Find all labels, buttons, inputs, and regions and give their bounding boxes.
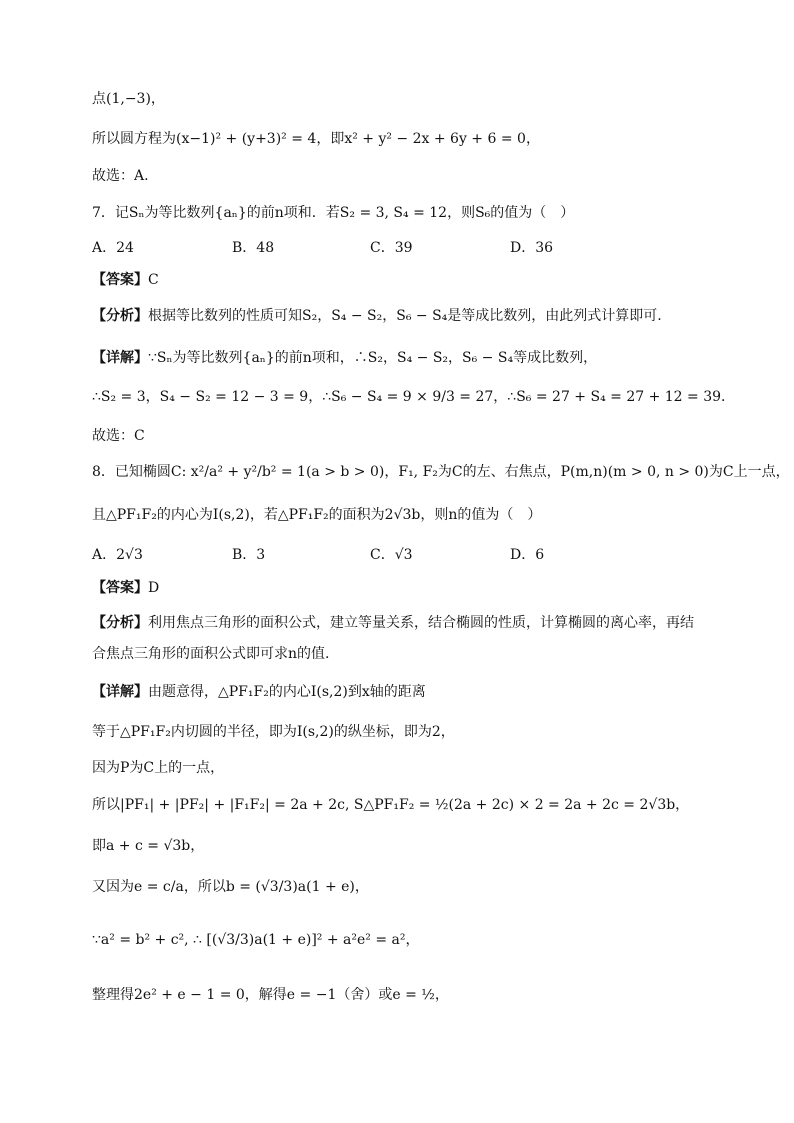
- q8-option-b: B．3: [232, 547, 266, 563]
- detail-text: 由题意得，△PF₁F₂的内心I(s,2)到x轴的距离: [148, 684, 426, 700]
- text-line: 合焦点三角形的面积公式即可求n的值.: [92, 646, 330, 662]
- text-line: 点(1,−3)，: [92, 91, 165, 107]
- q7-detail: [92, 348, 597, 368]
- answer-value: C: [148, 272, 159, 288]
- text-line: ∴S₂ = 3，S₄ − S₂ = 12 − 3 = 9，∴S₆ − S₄ = 9 × 9/3 = 27，∴S₆ = 27 + S₄ = 27 + 12 = 39．: [92, 389, 736, 405]
- q7-option-d: D．36: [510, 240, 554, 256]
- analysis-text: 根据等比数列的性质可知S₂，S₄ − S₂，S₆ − S₄是等成比数列，由此列式计算即可.: [148, 308, 662, 324]
- text-line: 故选：C: [92, 428, 145, 444]
- q7-option-c: C．39: [370, 240, 413, 256]
- q8-option-c: C．√3: [370, 547, 413, 563]
- q7-answer: [92, 270, 159, 290]
- analysis-tag: 【分析】: [92, 308, 148, 324]
- answer-tag: 【答案】: [92, 272, 148, 288]
- question-8-line-1: 8．已知椭圆C: x²/a² + y²/b² = 1(a > b > 0)，F₁, F₂为C的左、右焦点，P(m,n)(m > 0, n > 0)为C上一点，: [92, 464, 790, 480]
- text-line: 所以圆方程为(x−1)² + (y+3)² = 4，即x² + y² − 2x + 6y + 6 = 0，: [92, 131, 540, 147]
- text-line: 故选：A.: [92, 168, 149, 184]
- q7-analysis: [92, 306, 662, 326]
- text-line: 因为P为C上的一点，: [92, 760, 225, 776]
- question-8-line-2: 且△PF₁F₂的内心为I(s,2)，若△PF₁F₂的面积为2√3b，则n的值为（ ）: [92, 507, 542, 523]
- question-7: 7．记Sₙ为等比数列{aₙ}的前n项和．若S₂ = 3, S₄ = 12，则S₆的值为（ ）: [92, 205, 575, 221]
- q8-analysis: [92, 613, 694, 633]
- detail-tag: 【详解】: [92, 350, 148, 366]
- detail-text: ∵Sₙ为等比数列{aₙ}的前n项和，∴S₂，S₄ − S₂，S₆ − S₄等成比数列，: [148, 350, 598, 366]
- q7-option-b: B．48: [232, 240, 275, 256]
- answer-tag: 【答案】: [92, 580, 148, 596]
- text-line: 整理得2e² + e − 1 = 0，解得e = −1（舍）或e = ½，: [92, 987, 449, 1003]
- q7-option-a: A．24: [92, 240, 134, 256]
- analysis-text: 利用焦点三角形的面积公式，建立等量关系，结合椭圆的性质，计算椭圆的离心率，再结: [148, 615, 694, 631]
- text-line: 又因为e = c/a，所以b = (√3/3)a(1 + e)，: [92, 879, 369, 895]
- text-line: ∵a² = b² + c², ∴ [(√3/3)a(1 + e)]² + a²e² = a²，: [92, 932, 420, 948]
- q8-option-a: A．2√3: [92, 547, 143, 563]
- q8-detail: [92, 682, 426, 702]
- answer-value: D: [148, 580, 160, 596]
- text-line: 等于△PF₁F₂内切圆的半径，即为I(s,2)的纵坐标，即为2，: [92, 724, 455, 740]
- detail-tag: 【详解】: [92, 684, 148, 700]
- text-line: 即a + c = √3b，: [92, 838, 205, 854]
- q8-option-d: D．6: [510, 547, 545, 563]
- q8-answer: [92, 578, 159, 598]
- text-line: 所以|PF₁| + |PF₂| + |F₁F₂| = 2a + 2c, S△PF₁F₂ = ½(2a + 2c) × 2 = 2a + 2c = 2√3b，: [92, 797, 690, 813]
- analysis-tag: 【分析】: [92, 615, 148, 631]
